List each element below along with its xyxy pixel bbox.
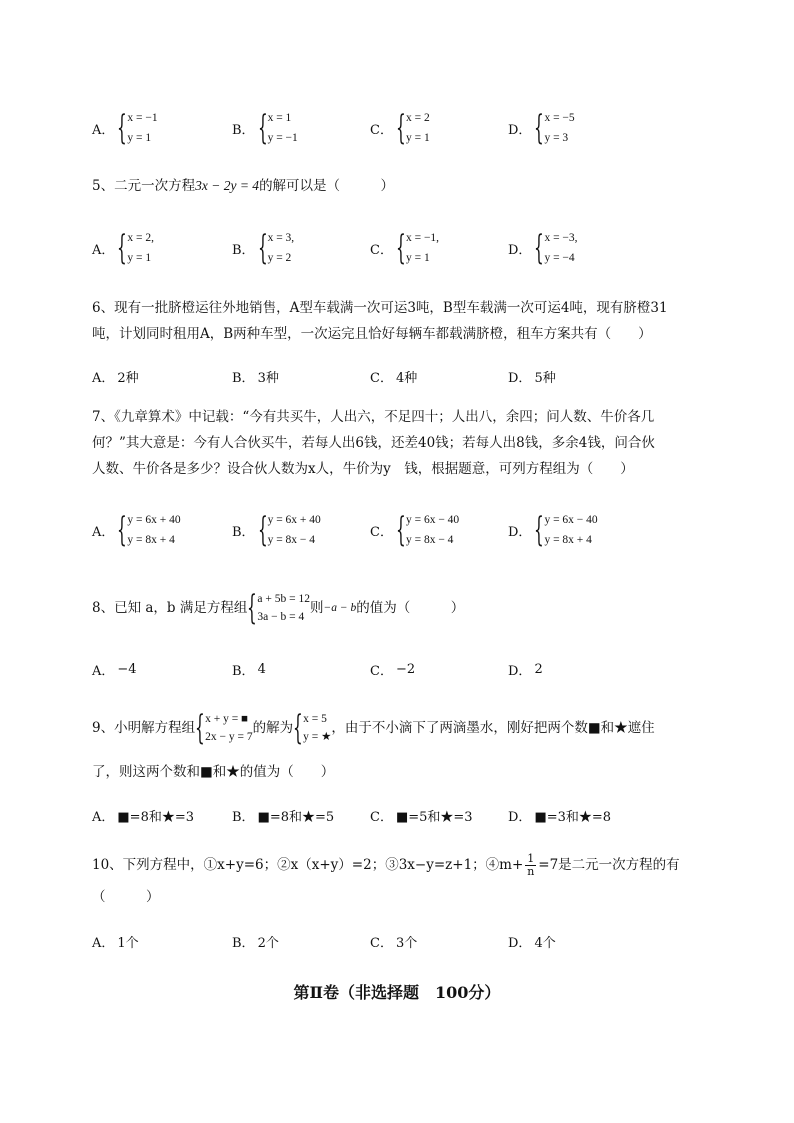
left-brace-icon: { (195, 708, 205, 748)
fraction: $\frac{1}{n}$ (527, 851, 535, 878)
q9-option-a[interactable]: A． ■=8和★=3 (92, 809, 195, 825)
q10-option-b[interactable]: B． 2个 (232, 935, 279, 951)
q10-stem-line1: 10、下列方程中，①x+y=6；②x（x+y）=2；③3x−y=z+1；④m+ $\frac{1}{n}$ =7是二元一次方程的有 (92, 851, 680, 878)
left-brace-icon: { (395, 228, 406, 268)
q8-option-b[interactable]: B． 4 (232, 661, 266, 679)
q5-option-b[interactable]: B． { x = 3, y = 2 (232, 228, 295, 268)
left-brace-icon: { (534, 510, 545, 550)
q5-equation: 3x − 2y = 4 (195, 178, 260, 193)
q7-option-c[interactable]: C． { y = 6x − 40 y = 8x − 4 (370, 510, 460, 550)
left-brace-icon: { (117, 108, 128, 148)
q7-stem-line3: 人数、牛价各是多少？设合伙人数为x人，牛价为y 钱，根据题意，可列方程组为（ ） (92, 461, 634, 477)
q10-option-d[interactable]: D． 4个 (508, 935, 556, 951)
q6-option-b[interactable]: B． 3种 (232, 370, 279, 386)
q7-stem-line1: 7、《九章算术》中记载：“今有共买牛，人出六，不足四十；人出八，余四；问人数、牛价各几 (92, 409, 655, 425)
left-brace-icon: { (534, 228, 545, 268)
q5-stem: 5、二元一次方程3x − 2y = 4的解可以是（ ） (92, 178, 395, 194)
q8-option-c[interactable]: C． −2 (370, 661, 416, 679)
q6-option-a[interactable]: A． 2种 (92, 370, 139, 386)
left-brace-icon: { (395, 510, 406, 550)
q6-option-c[interactable]: C． 4种 (370, 370, 418, 386)
q5-option-d[interactable]: D． { x = −3, y = −4 (508, 228, 578, 268)
q8-stem: 8、已知 a，b 满足方程组 { a + 5b = 12 3a − b = 4 则 −a − b 的值为（ ） (92, 588, 465, 628)
q5-option-c[interactable]: C． { x = −1, y = 1 (370, 228, 440, 268)
q7-option-b[interactable]: B． { y = 6x + 40 y = 8x − 4 (232, 510, 321, 550)
q7-stem-line2: 何？”其大意是：今有人合伙买牛，若每人出6钱，还差40钱；若每人出8钱，多余4钱，问合伙 (92, 435, 655, 451)
q7-option-a[interactable]: A． { y = 6x + 40 y = 8x + 4 (92, 510, 181, 550)
q4-option-d[interactable]: D． { x = −5 y = 3 (508, 108, 575, 148)
q9-option-d[interactable]: D． ■=3和★=8 (508, 809, 612, 825)
q4-option-a[interactable]: A． { x = −1 y = 1 (92, 108, 158, 148)
left-brace-icon: { (395, 108, 406, 148)
q4-option-c[interactable]: C． { x = 2 y = 1 (370, 108, 430, 148)
q9-option-c[interactable]: C． ■=5和★=3 (370, 809, 473, 825)
q9-stem-line2: 了，则这两个数和■和★的值为（ ） (92, 764, 335, 780)
q9-stem-line1: 9、小明解方程组 { x + y = ■ 2x − y = 7 的解为 { x = 5 y = ★ ，由于不小滴下了两滴墨水，刚好把两个数■和★遮住 (92, 708, 655, 748)
left-brace-icon: { (117, 510, 128, 550)
q10-stem-line2: （ ） (92, 889, 160, 905)
left-brace-icon: { (257, 108, 268, 148)
left-brace-icon: { (247, 588, 258, 628)
q9-option-b[interactable]: B． ■=8和★=5 (232, 809, 335, 825)
left-brace-icon: { (117, 228, 128, 268)
q10-option-a[interactable]: A． 1个 (92, 935, 139, 951)
left-brace-icon: { (293, 708, 303, 748)
q7-option-d[interactable]: D． { y = 6x − 40 y = 8x + 4 (508, 510, 598, 550)
q10-option-c[interactable]: C． 3个 (370, 935, 418, 951)
q6-stem-line2: 吨，计划同时租用A，B两种车型，一次运完且恰好每辆车都载满脐橙，租车方案共有（ ） (92, 326, 652, 342)
q8-option-a[interactable]: A． −4 (92, 661, 137, 679)
q8-option-d[interactable]: D． 2 (508, 661, 543, 679)
q6-stem-line1: 6、现有一批脐橙运往外地销售，A型车载满一次可运3吨，B型车载满一次可运4吨，现有脐橙31 (92, 300, 668, 316)
q6-option-d[interactable]: D． 5种 (508, 370, 556, 386)
left-brace-icon: { (534, 108, 545, 148)
q4-option-b[interactable]: B． { x = 1 y = −1 (232, 108, 298, 148)
left-brace-icon: { (257, 510, 268, 550)
left-brace-icon: { (257, 228, 268, 268)
q5-option-a[interactable]: A． { x = 2, y = 1 (92, 228, 155, 268)
section-title: 第Ⅱ卷（非选择题 100分） (293, 983, 501, 1002)
